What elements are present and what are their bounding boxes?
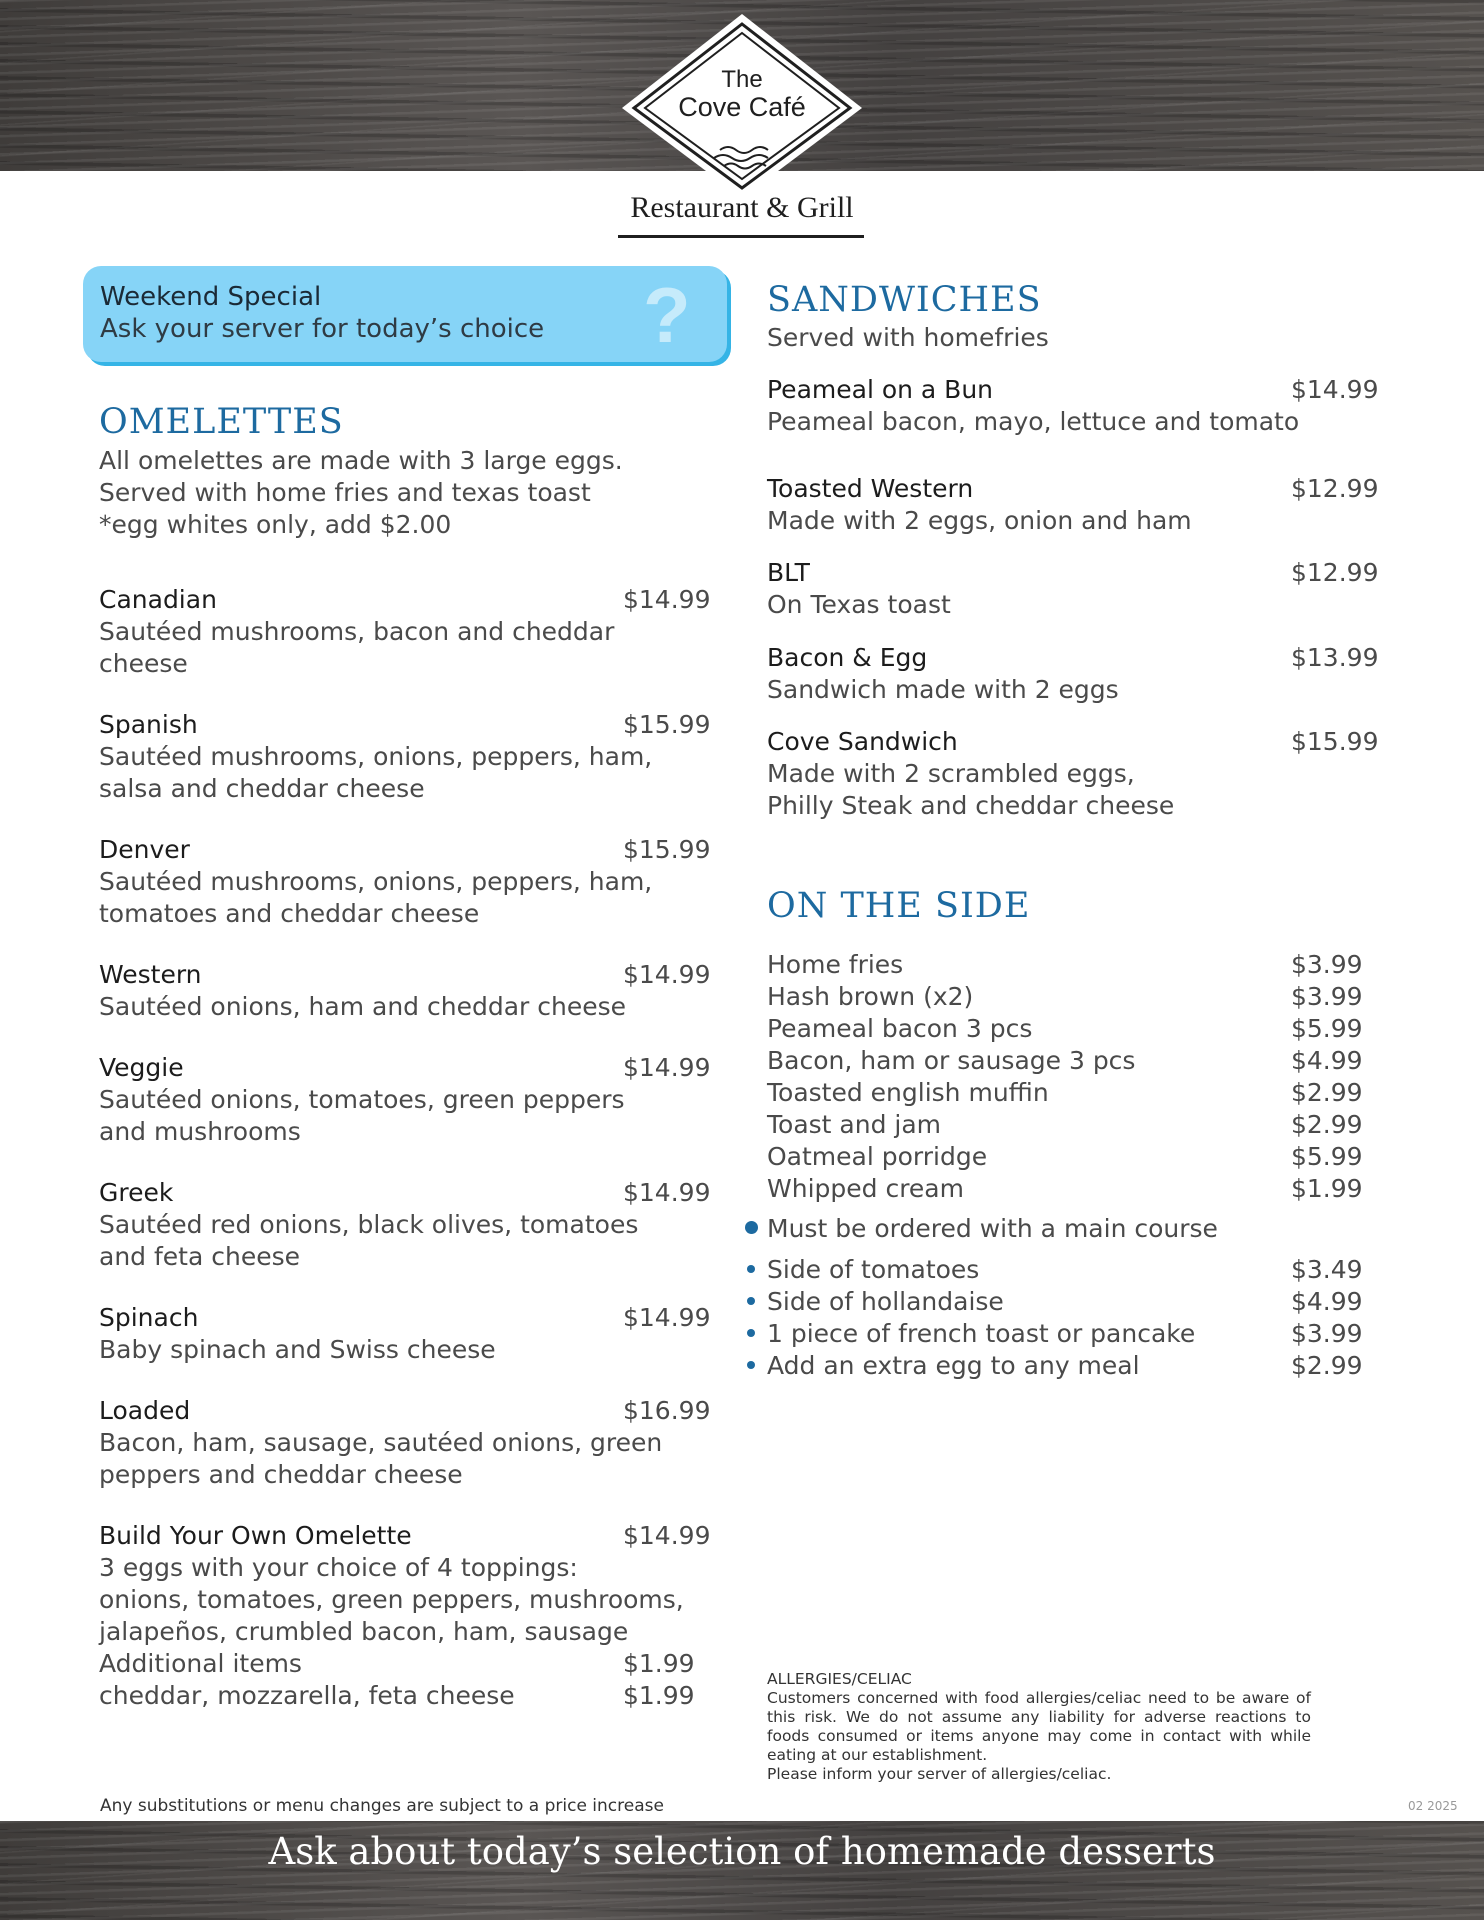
menu-item-name: Build Your Own Omelette [99,1521,412,1550]
menu-item-name: Denver [99,835,190,864]
menu-item-name: Western [99,960,202,989]
special-text: Ask your server for today’s choice [100,314,545,344]
sides-title: ON THE SIDE [767,886,1031,926]
extra-item-name: cheddar, mozzarella, feta cheese [99,1681,515,1710]
addon-item-price: $2.99 [1291,1351,1363,1380]
menu-item-name: Toasted Western [767,474,974,503]
menu-item-desc: and feta cheese [99,1242,300,1271]
logo-underline [618,235,864,238]
menu-item-name: Bacon & Egg [767,643,928,672]
omelettes-intro-line: *egg whites only, add $2.00 [99,510,452,539]
menu-item-price: $16.99 [623,1396,711,1425]
bullet-dot-icon [747,1361,755,1369]
menu-item-desc: peppers and cheddar cheese [99,1460,463,1489]
menu-item-desc: salsa and cheddar cheese [99,774,425,803]
bullet-dot-icon [745,1221,758,1234]
addon-item-name: Side of tomatoes [767,1255,980,1284]
menu-item-desc: Sautéed onions, tomatoes, green peppers [99,1085,625,1114]
menu-item-desc: Philly Steak and cheddar cheese [767,791,1175,820]
menu-item-name: BLT [767,558,810,587]
menu-item-price: $14.99 [1291,375,1379,404]
special-title: Weekend Special [100,282,322,312]
side-item-name: Toasted english muffin [767,1078,1049,1107]
menu-item-name: Cove Sandwich [767,727,958,756]
omelettes-title: OMELETTES [99,402,344,442]
menu-item-desc: jalapeños, crumbled bacon, ham, sausage [99,1617,629,1646]
menu-item-desc: cheese [99,649,188,678]
menu-item-name: Loaded [99,1396,191,1425]
addon-item-price: $4.99 [1291,1287,1363,1316]
menu-item-price: $14.99 [623,960,711,989]
menu-item-price: $14.99 [623,1053,711,1082]
menu-item-desc: Sautéed mushrooms, onions, peppers, ham, [99,742,653,771]
menu-item-name: Veggie [99,1053,184,1082]
omelettes-intro-line: All omelettes are made with 3 large eggs. [99,446,623,475]
menu-item-price: $14.99 [623,1303,711,1332]
menu-item-desc: Made with 2 scrambled eggs, [767,759,1135,788]
menu-item-name: Greek [99,1178,174,1207]
menu-item-desc: On Texas toast [767,590,951,619]
side-item-name: Hash brown (x2) [767,982,974,1011]
menu-item-price: $15.99 [1291,727,1379,756]
menu-item-desc: Sautéed mushrooms, bacon and cheddar [99,617,615,646]
menu-item-name: Spanish [99,710,198,739]
menu-item-price: $15.99 [623,835,711,864]
menu-version-code: 02 2025 [1408,1799,1458,1813]
menu-item-desc: Baby spinach and Swiss cheese [99,1335,496,1364]
menu-item-name: Peameal on a Bun [767,375,994,404]
side-item-name: Toast and jam [767,1110,942,1139]
logo-name: Cove Café [678,92,806,122]
omelettes-intro-line: Served with home fries and texas toast [99,478,591,507]
side-item-name: Bacon, ham or sausage 3 pcs [767,1046,1136,1075]
extra-item-price: $1.99 [623,1649,695,1678]
weekend-special-box [83,266,727,362]
menu-item-price: $13.99 [1291,643,1379,672]
menu-item-desc: Made with 2 eggs, onion and ham [767,506,1192,535]
addon-item-name: Side of hollandaise [767,1287,1004,1316]
menu-item-desc: and mushrooms [99,1117,301,1146]
side-item-price: $2.99 [1291,1078,1363,1107]
side-item-name: Home fries [767,950,904,979]
extra-item-name: Additional items [99,1649,302,1678]
side-item-price: $2.99 [1291,1110,1363,1139]
addon-item-price: $3.49 [1291,1255,1363,1284]
side-item-name: Oatmeal porridge [767,1142,988,1171]
logo-the: The [721,66,763,93]
side-item-name: Peameal bacon 3 pcs [767,1014,1033,1043]
menu-item-price: $14.99 [623,1178,711,1207]
side-item-price: $3.99 [1291,950,1363,979]
bullet-dot-icon [747,1265,755,1273]
side-item-name: Whipped cream [767,1174,964,1203]
addon-item-name: Add an extra egg to any meal [767,1351,1140,1380]
menu-item-price: $12.99 [1291,474,1379,503]
question-mark-icon: ? [643,271,691,359]
menu-item-name: Canadian [99,585,217,614]
menu-item-desc: Peameal bacon, mayo, lettuce and tomato [767,407,1300,436]
sandwiches-subtitle: Served with homefries [767,323,1049,352]
restaurant-logo [0,0,1484,245]
menu-item-name: Spinach [99,1303,199,1332]
menu-item-price: $15.99 [623,710,711,739]
dessert-banner-text: Ask about today’s selection of homemade desserts [268,1830,1216,1873]
allergy-notice [767,1670,1311,1784]
menu-item-price: $14.99 [623,585,711,614]
sides-note: Must be ordered with a main course [767,1214,1218,1243]
addon-item-name: 1 piece of french toast or pancake [767,1319,1196,1348]
menu-item-price: $12.99 [1291,558,1379,587]
menu-item-price: $14.99 [623,1521,711,1550]
side-item-price: $3.99 [1291,982,1363,1011]
allergy-title: ALLERGIES/CELIAC [767,1670,912,1688]
side-item-price: $5.99 [1291,1014,1363,1043]
allergy-body: Customers concerned with food allergies/celiac need to be aware of this risk. We do not assume any liability for adverse reactions to foods consumed or items anyone may come in contact with while eating at our establishment. [767,1689,1311,1764]
menu-item-desc: Sandwich made with 2 eggs [767,675,1119,704]
allergy-footer: Please inform your server of allergies/celiac. [767,1765,1112,1783]
menu-item-desc: Bacon, ham, sausage, sautéed onions, green [99,1428,663,1457]
menu-item-desc: Sautéed red onions, black olives, tomatoes [99,1210,639,1239]
bullet-dot-icon [747,1329,755,1337]
extra-item-price: $1.99 [623,1681,695,1710]
side-item-price: $5.99 [1291,1142,1363,1171]
logo-subtitle: Restaurant & Grill [630,191,854,224]
substitution-footnote: Any substitutions or menu changes are subject to a price increase [100,1796,664,1816]
addon-item-price: $3.99 [1291,1319,1363,1348]
menu-item-desc: Sautéed onions, ham and cheddar cheese [99,992,627,1021]
menu-item-desc: Sautéed mushrooms, onions, peppers, ham, [99,867,653,896]
menu-item-desc: onions, tomatoes, green peppers, mushrooms, [99,1585,684,1614]
menu-item-desc: 3 eggs with your choice of 4 toppings: [99,1553,578,1582]
bullet-dot-icon [747,1297,755,1305]
menu-item-desc: tomatoes and cheddar cheese [99,899,480,928]
side-item-price: $1.99 [1291,1174,1363,1203]
sandwiches-title: SANDWICHES [767,280,1042,320]
side-item-price: $4.99 [1291,1046,1363,1075]
